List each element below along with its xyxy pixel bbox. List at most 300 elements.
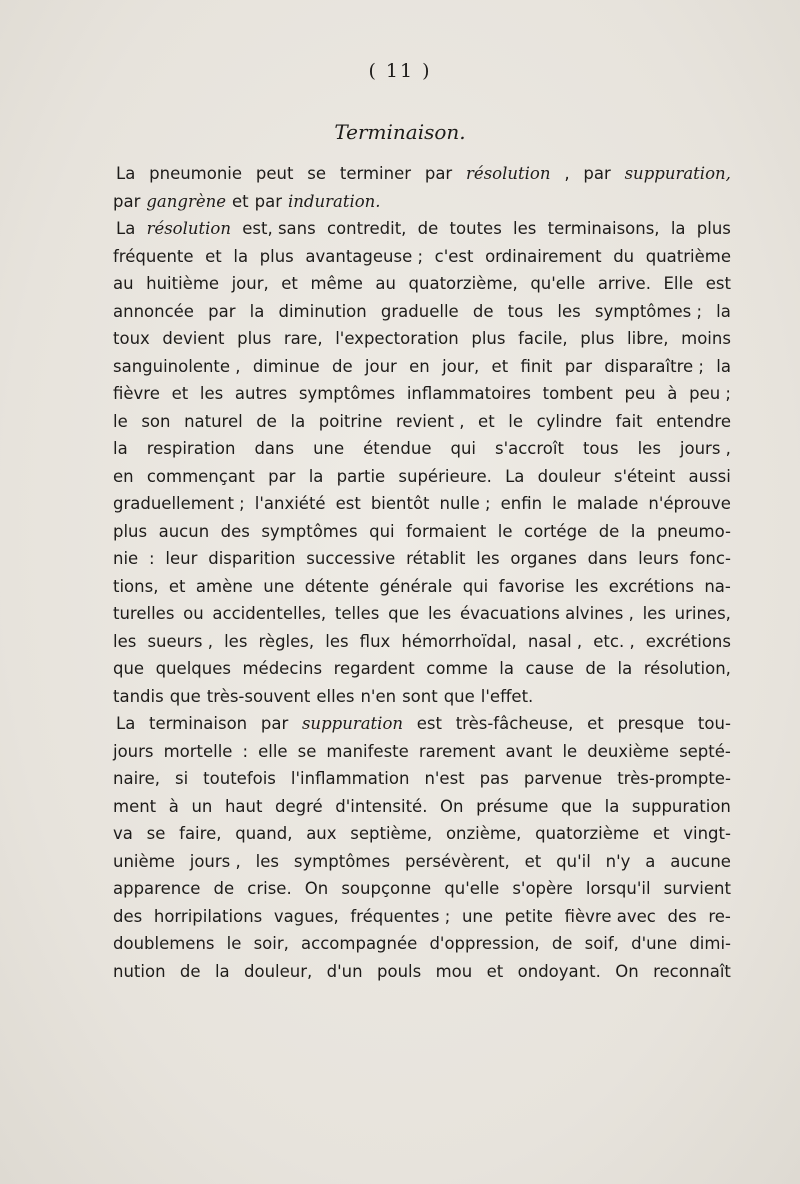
word: rare, <box>283 329 323 348</box>
word: symptômes <box>261 521 358 541</box>
word: huitième <box>146 274 220 293</box>
word: de <box>585 659 607 678</box>
word: de <box>472 301 494 321</box>
word: quatorzième, <box>408 274 518 293</box>
word: d'une <box>631 934 678 953</box>
word: crise. <box>247 879 292 898</box>
word: se <box>297 741 317 761</box>
word: excrétions <box>608 576 694 596</box>
word: toutefois <box>203 769 276 788</box>
word: au <box>375 274 396 293</box>
word: s'opère <box>512 879 573 898</box>
word: mortelle <box>163 741 233 761</box>
text-line <box>113 875 731 903</box>
word: leur <box>165 549 198 568</box>
word: ondoyant. <box>517 961 601 981</box>
word: tandis <box>113 686 164 706</box>
word: ou <box>183 604 204 623</box>
word: jour <box>364 356 397 376</box>
word: facile, <box>518 329 568 348</box>
text-line <box>113 490 731 518</box>
word: inflammatoires <box>406 384 531 403</box>
word: les <box>224 631 248 651</box>
word: le <box>497 521 513 541</box>
word: est, sans <box>242 219 316 238</box>
word: septé- <box>679 741 731 761</box>
word: cylindre <box>536 411 603 431</box>
word: enfin <box>500 494 543 513</box>
word: devient <box>162 329 225 348</box>
word: urines, <box>674 604 731 623</box>
word: rétablit <box>406 549 466 568</box>
word: c'est <box>434 246 474 266</box>
word: partie <box>336 466 386 486</box>
word: accidentelles, <box>212 604 327 623</box>
word: jour, <box>231 274 269 293</box>
word: le <box>226 934 242 953</box>
word: commençant <box>146 466 255 486</box>
word: disparition <box>208 549 296 568</box>
word: terminaisons, <box>547 219 660 238</box>
word: sont <box>402 686 438 706</box>
text-line <box>113 958 731 986</box>
word: détente <box>304 576 370 596</box>
word: aucune <box>670 851 731 871</box>
italic-term: résolution <box>466 164 551 183</box>
word: organes <box>510 549 577 568</box>
word: la <box>604 796 620 816</box>
word: elle <box>258 741 288 761</box>
text-line <box>113 243 731 271</box>
word: si <box>174 769 189 788</box>
word: soif, <box>584 934 619 953</box>
word: elles <box>316 686 355 706</box>
word: même <box>310 274 363 293</box>
word: pouls <box>377 961 422 981</box>
word: pneumonie <box>149 164 243 183</box>
text-line <box>113 655 731 683</box>
word: arrive. <box>597 274 651 293</box>
word: comme <box>426 659 488 678</box>
word: parvenue <box>523 769 603 788</box>
word: La <box>116 164 136 183</box>
word: faire, <box>179 824 222 843</box>
word: sueurs , <box>147 631 213 651</box>
word: , <box>564 164 570 183</box>
word: du <box>613 246 635 266</box>
word: le <box>508 411 523 431</box>
word: rarement <box>418 741 496 761</box>
word: unième <box>113 851 175 871</box>
word: par <box>254 191 283 211</box>
word: La <box>116 714 136 733</box>
word: de <box>417 219 439 238</box>
word: son <box>141 411 171 431</box>
body-text <box>113 160 731 985</box>
word: soupçonne <box>341 879 432 898</box>
text-line <box>113 848 731 876</box>
word: que <box>443 686 475 706</box>
word: terminer <box>339 164 412 183</box>
italic-term: résolution <box>146 219 231 238</box>
word: fièvre <box>113 384 160 403</box>
word: quatorzième <box>535 824 640 843</box>
word: graduelle <box>380 301 459 321</box>
word: se <box>146 824 166 843</box>
word: fréquente <box>113 246 194 266</box>
word: quand, <box>235 824 293 843</box>
word: les <box>113 631 137 651</box>
word: avant <box>505 741 553 761</box>
text-line <box>113 628 731 656</box>
word: survient <box>663 879 731 898</box>
word: dans <box>587 549 628 568</box>
word: lorsqu'il <box>585 879 651 898</box>
word: l'expectoration <box>335 329 459 348</box>
text-line <box>113 738 731 766</box>
word: re- <box>708 906 731 926</box>
word: que <box>560 796 593 816</box>
word: en <box>113 466 134 486</box>
word: entendre <box>656 411 731 431</box>
word: Elle <box>663 274 694 293</box>
word: ordinairement <box>485 246 602 266</box>
word: la <box>670 219 686 238</box>
word: à <box>168 796 179 816</box>
word: jours , <box>189 851 241 871</box>
word: de <box>213 879 235 898</box>
word: symptômes <box>298 384 396 403</box>
word: fait <box>615 411 643 431</box>
word: : <box>242 741 249 761</box>
word: n'en <box>360 686 397 706</box>
word: finit <box>520 356 553 376</box>
word: avantageuse ; <box>305 246 424 266</box>
word: une <box>263 576 295 596</box>
word: naturel <box>184 411 243 431</box>
word: de <box>179 961 201 981</box>
word: dimi- <box>689 934 731 953</box>
word: est <box>705 274 731 293</box>
word: vagues, <box>273 906 339 926</box>
word: pas <box>479 769 509 788</box>
word: : <box>149 549 155 568</box>
word: presque <box>617 714 685 733</box>
word: la <box>716 356 731 376</box>
italic-term: suppuration <box>301 714 404 733</box>
word: par <box>260 714 289 733</box>
word: des <box>113 906 143 926</box>
word: qu'elle <box>530 274 586 293</box>
word: l'anxiété <box>254 494 326 513</box>
italic-term: suppuration, <box>624 164 731 183</box>
word: naire, <box>113 769 160 788</box>
word: plus <box>113 521 148 541</box>
word: de <box>256 411 277 431</box>
word: cause <box>525 659 574 678</box>
word: tous <box>582 439 619 458</box>
word: quelques <box>155 659 231 678</box>
word: tombent <box>542 384 613 403</box>
word: revient , <box>395 411 465 431</box>
word: tous <box>507 301 544 321</box>
text-line <box>113 353 731 381</box>
word: par <box>268 466 296 486</box>
word: tions, <box>113 576 159 596</box>
word: onzième, <box>445 824 522 843</box>
word: la <box>617 659 633 678</box>
word: l'inflammation <box>290 769 410 788</box>
word: le <box>562 741 578 761</box>
word: n'est <box>424 769 465 788</box>
word: ment <box>113 796 157 816</box>
word: en <box>409 356 430 376</box>
word: degré <box>275 796 323 816</box>
word: bientôt <box>370 494 430 513</box>
word: moins <box>681 329 731 348</box>
word: l'effet. <box>480 686 534 706</box>
text-line <box>113 215 731 243</box>
word: plus <box>259 246 294 266</box>
word: les <box>642 604 666 623</box>
text-line <box>113 380 731 408</box>
word: la <box>308 466 324 486</box>
word: peu <box>624 384 656 403</box>
text-line <box>113 930 731 958</box>
word: libre, <box>627 329 669 348</box>
word: plus <box>580 329 615 348</box>
word: cortége <box>524 521 588 541</box>
word: générale <box>379 576 453 596</box>
word: contredit, <box>326 219 407 238</box>
word: plus <box>696 219 731 238</box>
word: fièvre avec <box>564 906 656 926</box>
word: la <box>716 301 731 321</box>
word: petite <box>504 906 553 926</box>
word: et <box>587 714 604 733</box>
word: présume <box>476 796 549 816</box>
word: amène <box>195 576 253 596</box>
word: d'oppression, <box>429 934 540 953</box>
word: et <box>232 191 249 211</box>
word: reconnaît <box>653 961 731 981</box>
word: va <box>113 824 133 843</box>
word: jours , <box>679 439 731 458</box>
word: d'intensité. <box>335 796 428 816</box>
text-line <box>113 793 731 821</box>
word: les <box>199 384 224 403</box>
word: de <box>331 356 353 376</box>
word: diminution <box>278 301 367 321</box>
word: aux <box>306 824 337 843</box>
word: et <box>171 384 189 403</box>
word: terminaison <box>149 714 248 733</box>
word: une <box>461 906 494 926</box>
word: des <box>667 906 697 926</box>
word: par <box>583 164 611 183</box>
word: les <box>427 604 452 623</box>
word: et <box>205 246 222 266</box>
word: et <box>524 851 542 871</box>
word: On <box>440 796 464 816</box>
text-line <box>113 160 731 188</box>
word: et <box>168 576 186 596</box>
word: douleur <box>537 466 601 486</box>
text-line <box>113 188 731 216</box>
word: les <box>255 851 279 871</box>
word: par <box>564 356 593 376</box>
word: supérieure. <box>398 466 492 486</box>
word: persévèrent, <box>404 851 510 871</box>
word: nution <box>113 961 166 981</box>
word: très-souvent <box>206 686 311 706</box>
word: de <box>598 521 620 541</box>
word: par <box>424 164 453 183</box>
word: jour, <box>442 356 480 376</box>
word: vingt- <box>683 824 731 843</box>
word: apparence <box>113 879 201 898</box>
word: toutes <box>449 219 502 238</box>
word: fréquentes ; <box>350 906 451 926</box>
word: un <box>191 796 213 816</box>
word: les <box>325 631 349 651</box>
text-line <box>113 765 731 793</box>
word: douleur, <box>244 961 313 981</box>
word: toux <box>113 329 150 348</box>
word: la <box>290 411 306 431</box>
word: La <box>505 466 525 486</box>
word: flux <box>359 631 391 651</box>
word: n'y <box>605 851 631 871</box>
word: jours <box>113 741 154 761</box>
word: la <box>630 521 646 541</box>
word: On <box>615 961 639 981</box>
word: et <box>652 824 670 843</box>
word: s'accroît <box>494 439 564 458</box>
word: s'éteint <box>613 466 676 486</box>
word: est <box>416 714 442 733</box>
word: résolution, <box>643 659 731 678</box>
word: aussi <box>688 466 731 486</box>
word: évacuations alvines , <box>460 604 634 623</box>
word: nulle ; <box>439 494 491 513</box>
word: fonc- <box>689 549 731 568</box>
word: et <box>486 961 504 981</box>
word: disparaître ; <box>604 356 704 376</box>
word: sanguinolente , <box>113 356 241 376</box>
text-line <box>113 463 731 491</box>
text-line <box>113 325 731 353</box>
word: aucun <box>158 521 210 541</box>
word: règles, <box>258 631 315 651</box>
word: n'éprouve <box>648 494 731 513</box>
word: successive <box>306 549 396 568</box>
word: La <box>116 219 136 238</box>
word: a <box>645 851 656 871</box>
word: que <box>113 659 145 678</box>
word: pneumo- <box>656 521 731 541</box>
word: par <box>113 191 141 211</box>
section-heading: Terminaison. <box>334 120 466 144</box>
word: la <box>214 961 230 981</box>
text-line <box>113 820 731 848</box>
word: de <box>551 934 573 953</box>
word: peu ; <box>689 384 731 403</box>
word: qu'il <box>556 851 591 871</box>
word: le <box>552 494 567 513</box>
word: est <box>335 494 361 513</box>
word: manifeste <box>326 741 409 761</box>
word: les <box>476 549 500 568</box>
word: malade <box>576 494 639 513</box>
word: et <box>491 356 509 376</box>
page-number: ( 11 ) <box>368 60 432 82</box>
word: les <box>513 219 537 238</box>
word: la <box>249 301 265 321</box>
word: qui <box>450 439 476 458</box>
word: poitrine <box>318 411 383 431</box>
word: la <box>499 659 514 678</box>
word: très-prompte- <box>617 769 731 788</box>
word: horripilations <box>153 906 263 926</box>
word: autres <box>234 384 288 403</box>
word: etc. , <box>593 631 635 651</box>
word: les <box>557 301 581 321</box>
word: telles <box>334 604 380 623</box>
word: les <box>574 576 599 596</box>
word: au <box>113 274 134 293</box>
text-line <box>113 710 731 738</box>
text-line <box>113 408 731 436</box>
word: hémorrhoïdal, <box>401 631 517 651</box>
italic-term: induration. <box>288 191 381 211</box>
word: par <box>208 301 236 321</box>
word: étendue <box>363 439 432 458</box>
word: graduellement ; <box>113 494 245 513</box>
word: des <box>220 521 250 541</box>
word: nasal , <box>527 631 583 651</box>
word: haut <box>224 796 263 816</box>
italic-term: gangrène <box>146 191 227 211</box>
word: dans <box>254 439 295 458</box>
text-line <box>113 545 731 573</box>
text-line <box>113 903 731 931</box>
word: symptômes ; <box>594 301 703 321</box>
word: les <box>637 439 661 458</box>
word: d'un <box>326 961 363 981</box>
word: suppuration <box>631 796 731 816</box>
word: na- <box>704 576 731 596</box>
word: la <box>113 439 128 458</box>
word: quatrième <box>645 246 731 266</box>
word: qui <box>462 576 489 596</box>
word: la <box>233 246 249 266</box>
text-line <box>113 518 731 546</box>
word: excrétions <box>645 631 731 651</box>
word: On <box>304 879 329 898</box>
word: soir, <box>253 934 289 953</box>
word: leurs <box>638 549 679 568</box>
word: respiration <box>146 439 236 458</box>
word: accompagnée <box>301 934 418 953</box>
word: très-fâcheuse, <box>455 714 574 733</box>
word: qui <box>369 521 395 541</box>
word: plus <box>237 329 272 348</box>
word: qu'elle <box>444 879 500 898</box>
word: se <box>307 164 327 183</box>
word: mou <box>435 961 473 981</box>
word: nie <box>113 549 139 568</box>
